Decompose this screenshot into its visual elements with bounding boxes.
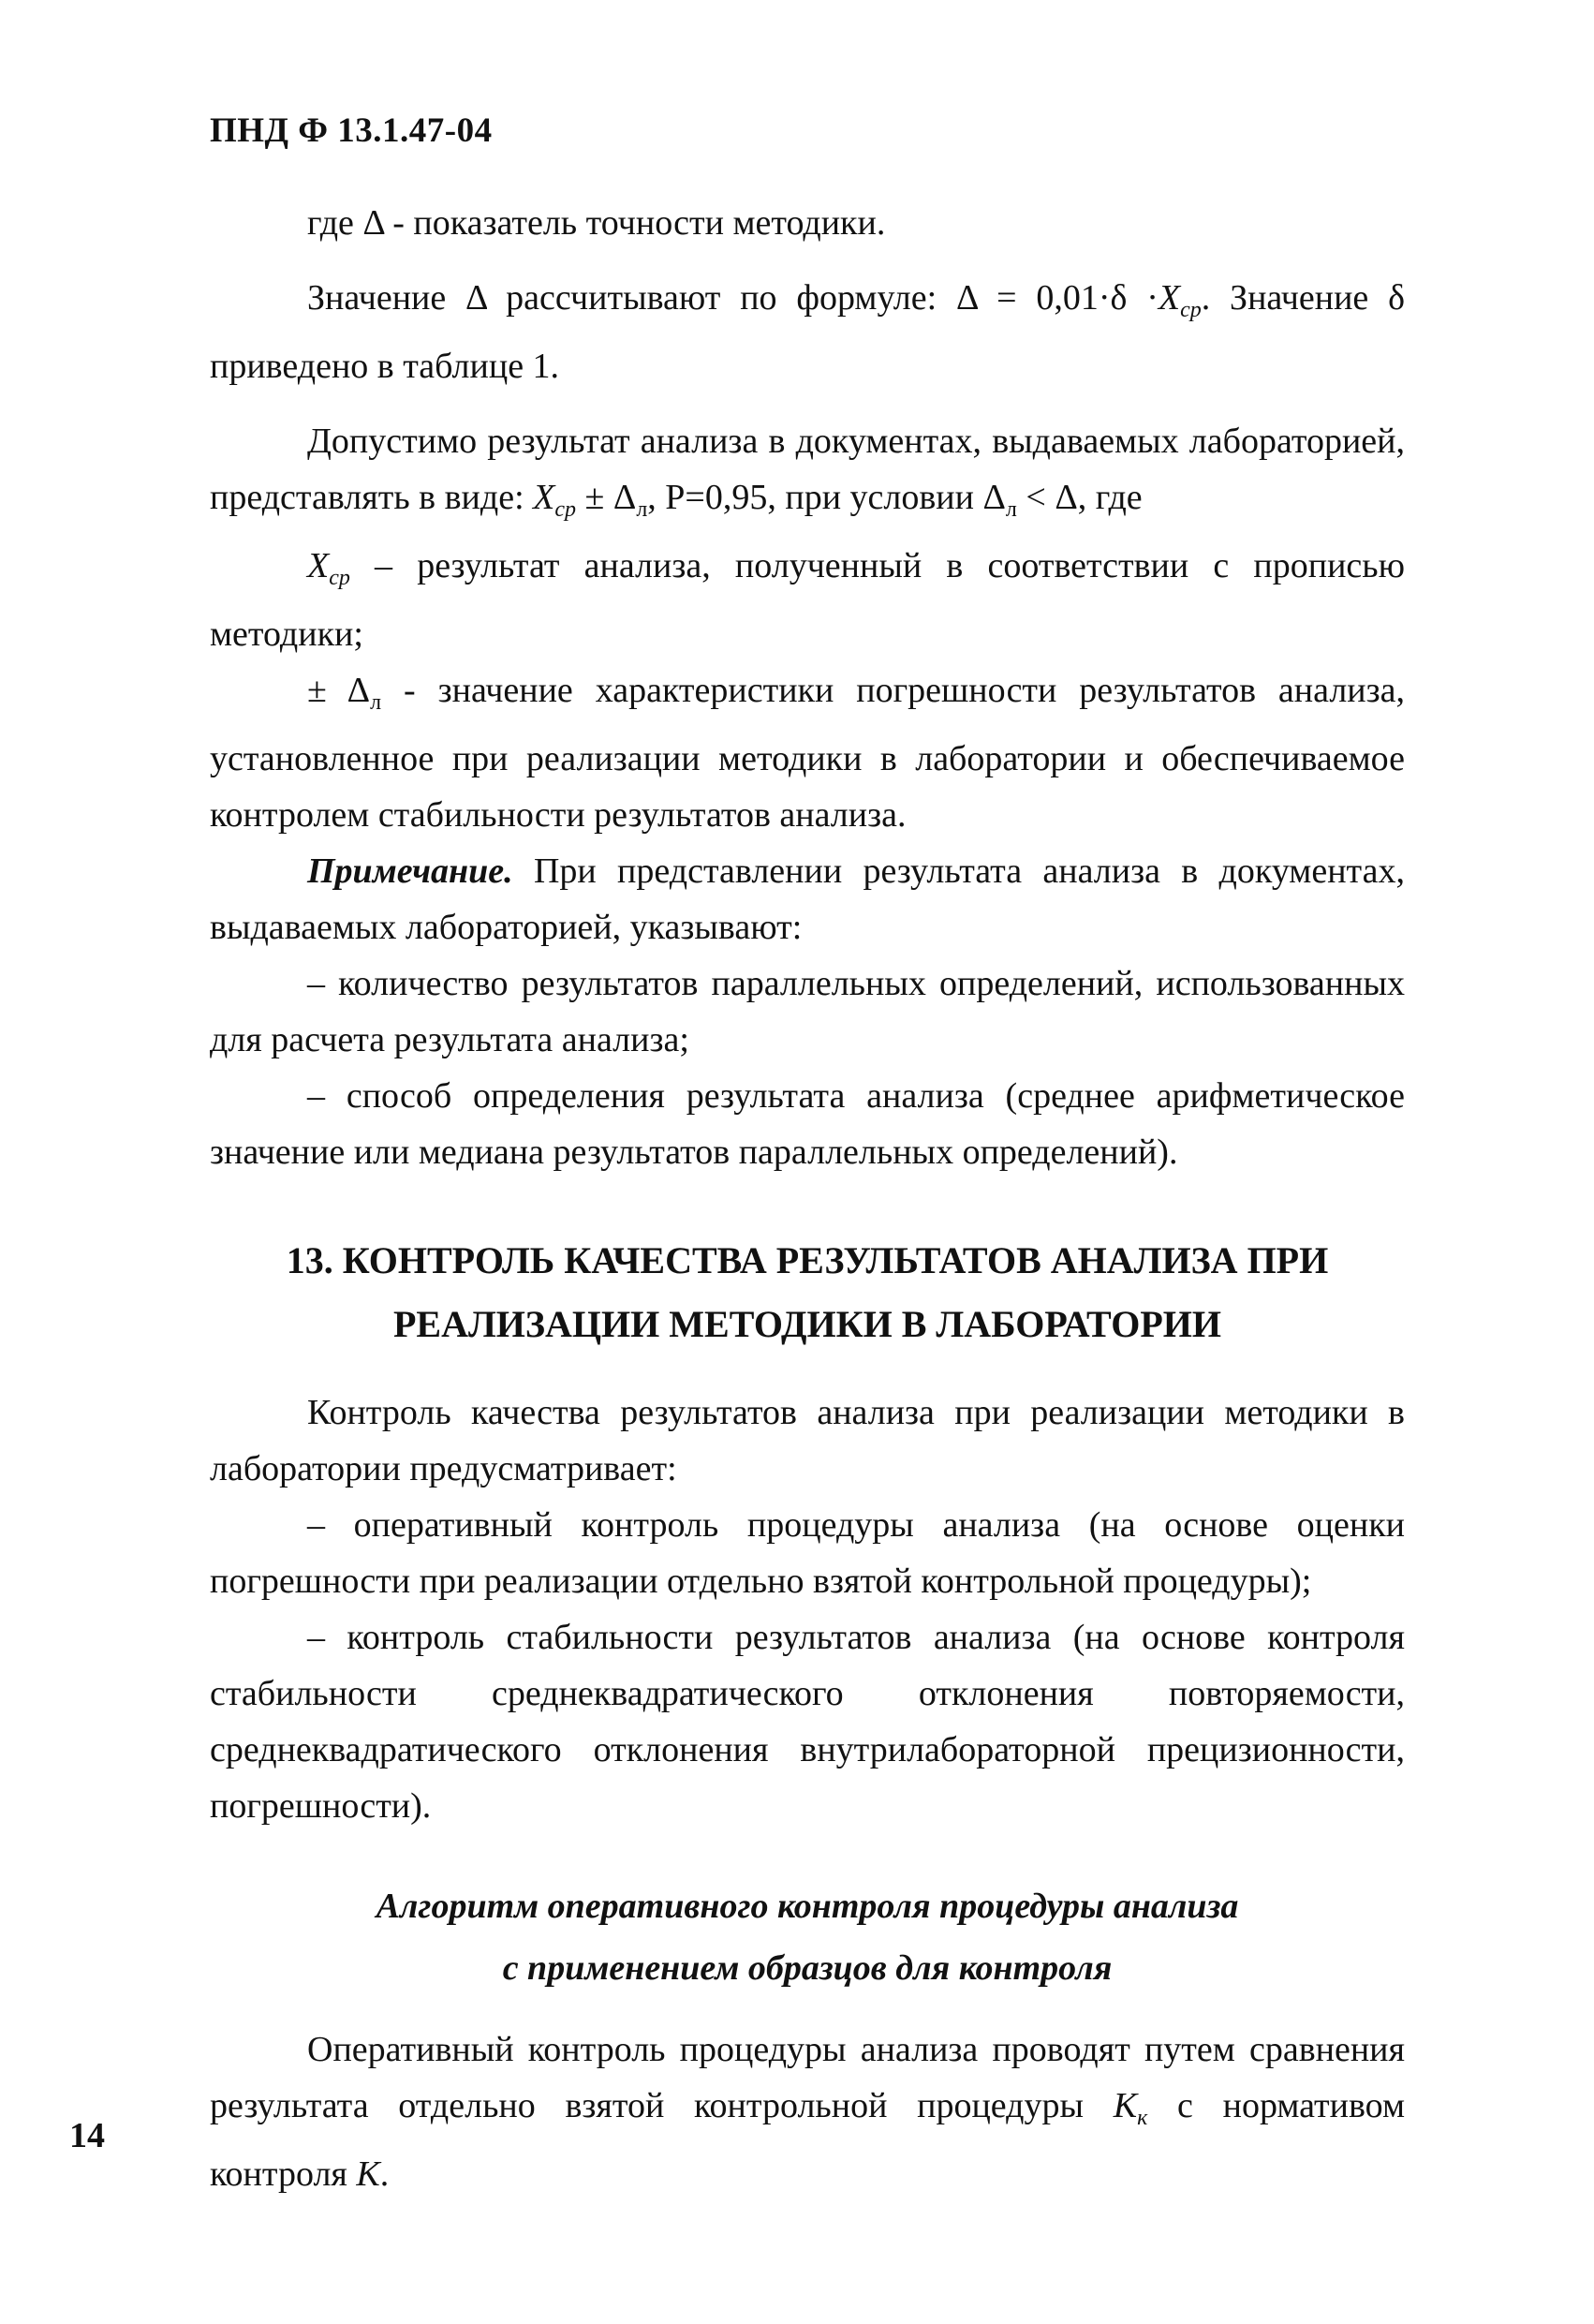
page-number: 14 [69,2116,105,2155]
paragraph-result-form: Допустимо результат анализа в документах, выдаваемых лабораторией, представлять в виде: $X_{ср} \pm \Delta_л$, P=0,95, при условии $\Delta_л < \Delta$, где [210,422,1405,522]
subsection-heading: Алгоритм оперативного контроля процедуры анализа с применением образцов для контроля [376,1887,1239,1988]
quality-control-list-item: – оперативный контроль процедуры анализа (на основе оценки погрешности при реализации отдельно взятой контрольной процедуры); [210,1505,1405,1601]
note-label: Примечание. [307,851,513,891]
note-list-item: – количество результатов параллельных определений, использованных для расчета результата анализа; [210,964,1405,1059]
document-header: ПНД Ф 13.1.47-04 [210,111,493,150]
document-body [210,195,1405,2202]
section-heading: 13. КОНТРОЛЬ КАЧЕСТВА РЕЗУЛЬТАТОВ АНАЛИЗА ПРИ РЕАЛИЗАЦИИ МЕТОДИКИ В ЛАБОРАТОРИИ [286,1239,1329,1345]
note-list-item: – способ определения результата анализа (среднее арифметическое значение или медиана результатов параллельных определений). [210,1076,1405,1172]
paragraph-delta-formula: Значение Δ рассчитывают по формуле: $\Delta = 0,01\cdot\delta \cdot X_{ср}$. Значение δ приведено в таблице 1. [210,278,1405,386]
definition-x-avg: $X_{ср}$ – результат анализа, полученный в соответствии с прописью методики; [210,546,1405,654]
note-paragraph: Примечание. При представлении результата анализа в документах, выдаваемых лабораторией, указывают: [210,851,1405,947]
definition-delta-lab: ± $\Delta_л$ - значение характеристики погрешности результатов анализа, установленное при реализации методики в лаборатории и обеспечиваемое контролем стабильности результатов анализа. [210,671,1406,835]
quality-control-list-item: – контроль стабильности результатов анализа (на основе контроля стабильности среднеквадратического отклонения повторяемости, среднеквадратического отклонения внутрилабораторной прецизионности, погрешности). [210,1618,1405,1826]
paragraph-delta-definition: где Δ - показатель точности методики. [307,203,886,243]
paragraph-operational-control: Оперативный контроль процедуры анализа проводят путем сравнения результата отдельно взятой контрольной процедуры $K_к$ с нормативом контроля K. [210,2030,1405,2194]
paragraph-quality-control: Контроль качества результатов анализа при реализации методики в лаборатории предусматривает: [210,1393,1405,1488]
